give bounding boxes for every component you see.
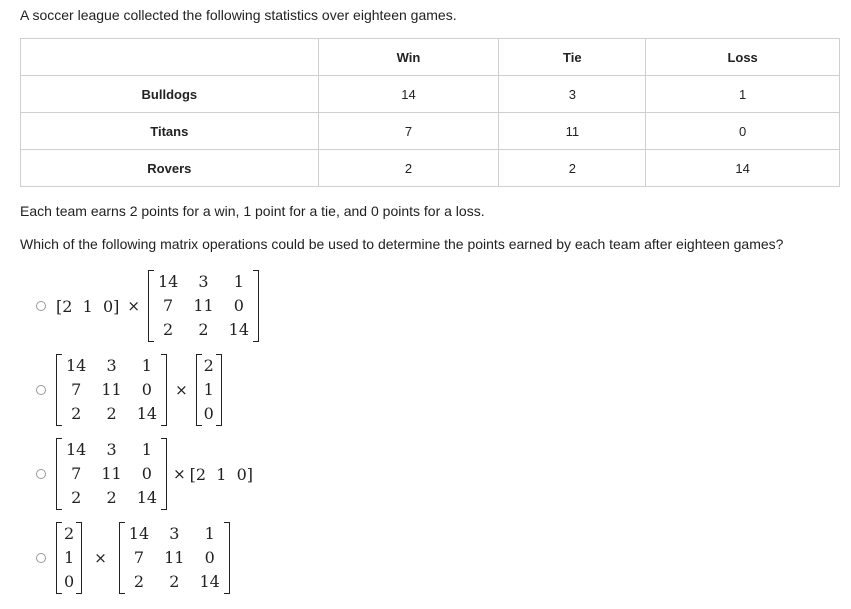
- stats-table: [20, 38, 840, 187]
- answer-option-b[interactable]: [36, 354, 222, 426]
- column-vector: 2 1 0: [196, 354, 222, 426]
- header-loss: Loss: [646, 39, 840, 76]
- times-symbol: ×: [127, 297, 140, 315]
- win-cell: 7: [318, 113, 499, 150]
- header-tie: Tie: [499, 39, 646, 76]
- radio-button[interactable]: [36, 301, 46, 311]
- times-symbol: ×: [173, 465, 186, 483]
- stats-matrix: 14 3 1 7 11 0 2 2 14: [56, 438, 167, 510]
- tie-cell: 11: [499, 113, 646, 150]
- stats-matrix: 14 3 1 7 11 0 2 2 14: [56, 354, 167, 426]
- loss-cell: 1: [646, 76, 840, 113]
- points-rule-text: Each team earns 2 points for a win, 1 point for a tie, and 0 points for a loss.: [20, 203, 485, 219]
- table-row: [21, 113, 840, 150]
- answer-option-a[interactable]: [36, 270, 259, 342]
- option-expression: [56, 438, 253, 510]
- team-name: Titans: [21, 113, 319, 150]
- option-expression: [56, 270, 259, 342]
- stats-matrix: 14 3 1 7 11 0 2 2 14: [119, 522, 230, 594]
- times-symbol: ×: [175, 381, 188, 399]
- table-row: [21, 150, 840, 187]
- tie-cell: 3: [499, 76, 646, 113]
- loss-cell: 14: [646, 150, 840, 187]
- option-expression: [56, 522, 230, 594]
- radio-button[interactable]: [36, 469, 46, 479]
- tie-cell: 2: [499, 150, 646, 187]
- radio-button[interactable]: [36, 385, 46, 395]
- win-cell: 2: [318, 150, 499, 187]
- team-name: Bulldogs: [21, 76, 319, 113]
- intro-text: A soccer league collected the following statistics over eighteen games.: [20, 7, 457, 23]
- row-vector: [2 1 0]: [189, 464, 254, 484]
- table-row: [21, 76, 840, 113]
- times-symbol: ×: [94, 549, 107, 567]
- win-cell: 14: [318, 76, 499, 113]
- loss-cell: 0: [646, 113, 840, 150]
- team-name: Rovers: [21, 150, 319, 187]
- answer-option-c[interactable]: [36, 438, 253, 510]
- stats-matrix: 14 3 1 7 11 0 2 2 14: [148, 270, 259, 342]
- row-vector: [2 1 0]: [56, 296, 120, 316]
- answer-option-d[interactable]: [36, 522, 230, 594]
- column-vector: 2 1 0: [56, 522, 82, 594]
- table-header-row: [21, 39, 840, 76]
- header-win: Win: [318, 39, 499, 76]
- option-expression: [56, 354, 222, 426]
- radio-button[interactable]: [36, 553, 46, 563]
- header-team: [21, 39, 319, 76]
- question-text: Which of the following matrix operations could be used to determine the points earned by each team after eighteen games?: [20, 236, 784, 252]
